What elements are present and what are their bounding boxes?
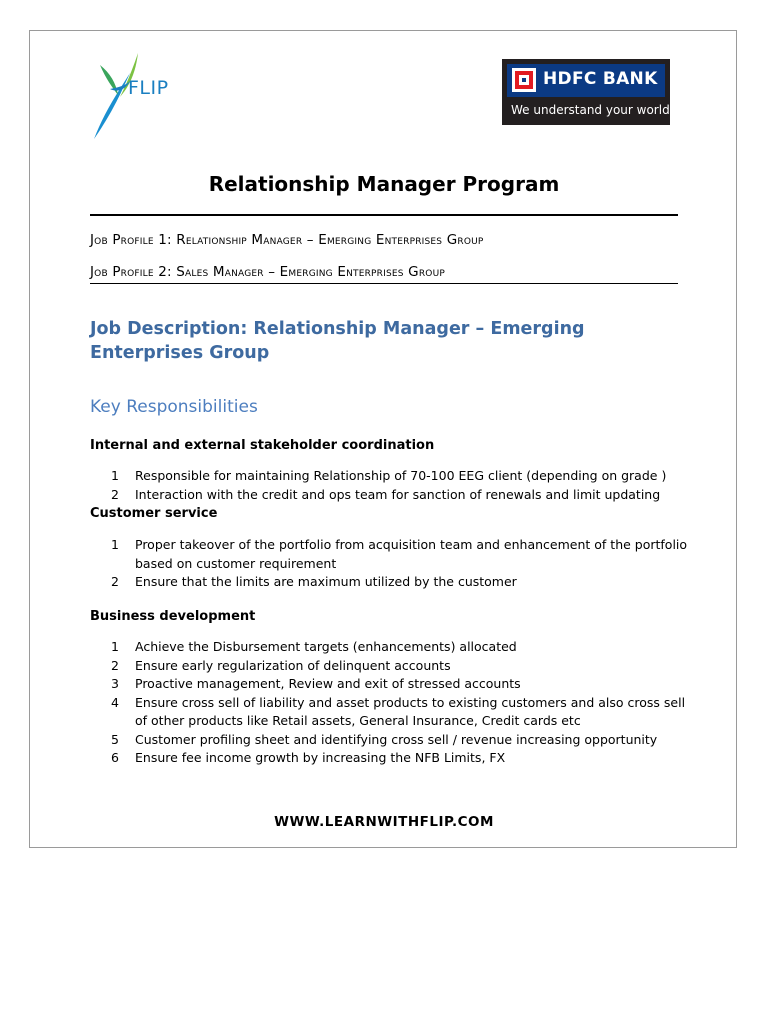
list-item [90, 749, 690, 768]
job-profile-2: Job Profile 2: Sales Manager – Emerging Enterprises Group [90, 264, 445, 280]
divider-top [90, 214, 678, 216]
key-responsibilities-heading: Key Responsibilities [90, 397, 258, 417]
list-item [90, 573, 690, 592]
section-title-business-development: Business development [90, 609, 256, 624]
list-item [90, 467, 690, 486]
list-item [90, 657, 690, 676]
list-item-number: 1 [111, 468, 119, 483]
list-item [90, 731, 690, 750]
list-item [90, 486, 690, 505]
job-description-heading: Job Description: Relationship Manager – Emerging Enterprises Group [90, 319, 585, 363]
job-profile-1: Job Profile 1: Relationship Manager – Emerging Enterprises Group [90, 232, 484, 248]
list-item-text: Responsible for maintaining Relationship of 70-100 EEG client (depending on grade ) [135, 468, 667, 483]
list-item-number: 2 [111, 574, 119, 589]
list-stakeholder [90, 467, 690, 504]
list-item-text: Ensure fee income growth by increasing the NFB Limits, FX [135, 750, 506, 765]
list-item-number: 1 [111, 537, 119, 552]
list-item [90, 638, 690, 657]
list-item-text: Proper takeover of the portfolio from acquisition team and enhancement of the portfolio based on customer requirement [135, 537, 688, 571]
hdfc-mark-icon [512, 68, 536, 92]
flip-logo [90, 51, 180, 143]
list-item [90, 536, 690, 573]
divider-bottom [90, 283, 678, 284]
list-item-text: Ensure cross sell of liability and asset products to existing customers and also cross sell of other products like Retail assets, General Insurance, Credit cards etc [135, 694, 686, 728]
list-item [90, 694, 690, 731]
document-page [29, 30, 737, 848]
list-item-number: 6 [111, 750, 119, 765]
hdfc-bank-name: HDFC BANK [543, 69, 658, 89]
list-item-number: 2 [111, 657, 119, 673]
list-item-text: Ensure early regularization of delinquent accounts [135, 657, 451, 673]
list-item-number: 5 [111, 731, 119, 747]
flip-logo-text: FLIP [128, 77, 169, 99]
list-item-text: Proactive management, Review and exit of stressed accounts [135, 676, 521, 691]
list-item-text: Ensure that the limits are maximum utilized by the customer [135, 574, 517, 589]
list-customer-service [90, 536, 690, 592]
list-business-development [90, 638, 690, 768]
list-item-text: Customer profiling sheet and identifying cross sell / revenue increasing opportunity [135, 731, 658, 747]
hdfc-logo-banner [507, 64, 665, 97]
section-title-stakeholder: Internal and external stakeholder coordination [90, 438, 435, 453]
list-item-text: Interaction with the credit and ops team for sanction of renewals and limit updating [135, 486, 661, 502]
list-item-text: Achieve the Disbursement targets (enhancements) allocated [135, 639, 517, 654]
list-item-number: 4 [111, 694, 119, 710]
list-item-number: 3 [111, 676, 119, 691]
list-item-number: 1 [111, 639, 119, 654]
list-item-number: 2 [111, 486, 119, 502]
footer-website: WWW.LEARNWITHFLIP.COM [274, 814, 494, 830]
section-title-customer-service: Customer service [90, 506, 218, 521]
page-title: Relationship Manager Program [208, 172, 560, 196]
hdfc-tagline: We understand your world [511, 103, 670, 117]
hdfc-bank-logo [502, 59, 670, 125]
list-item [90, 675, 690, 694]
